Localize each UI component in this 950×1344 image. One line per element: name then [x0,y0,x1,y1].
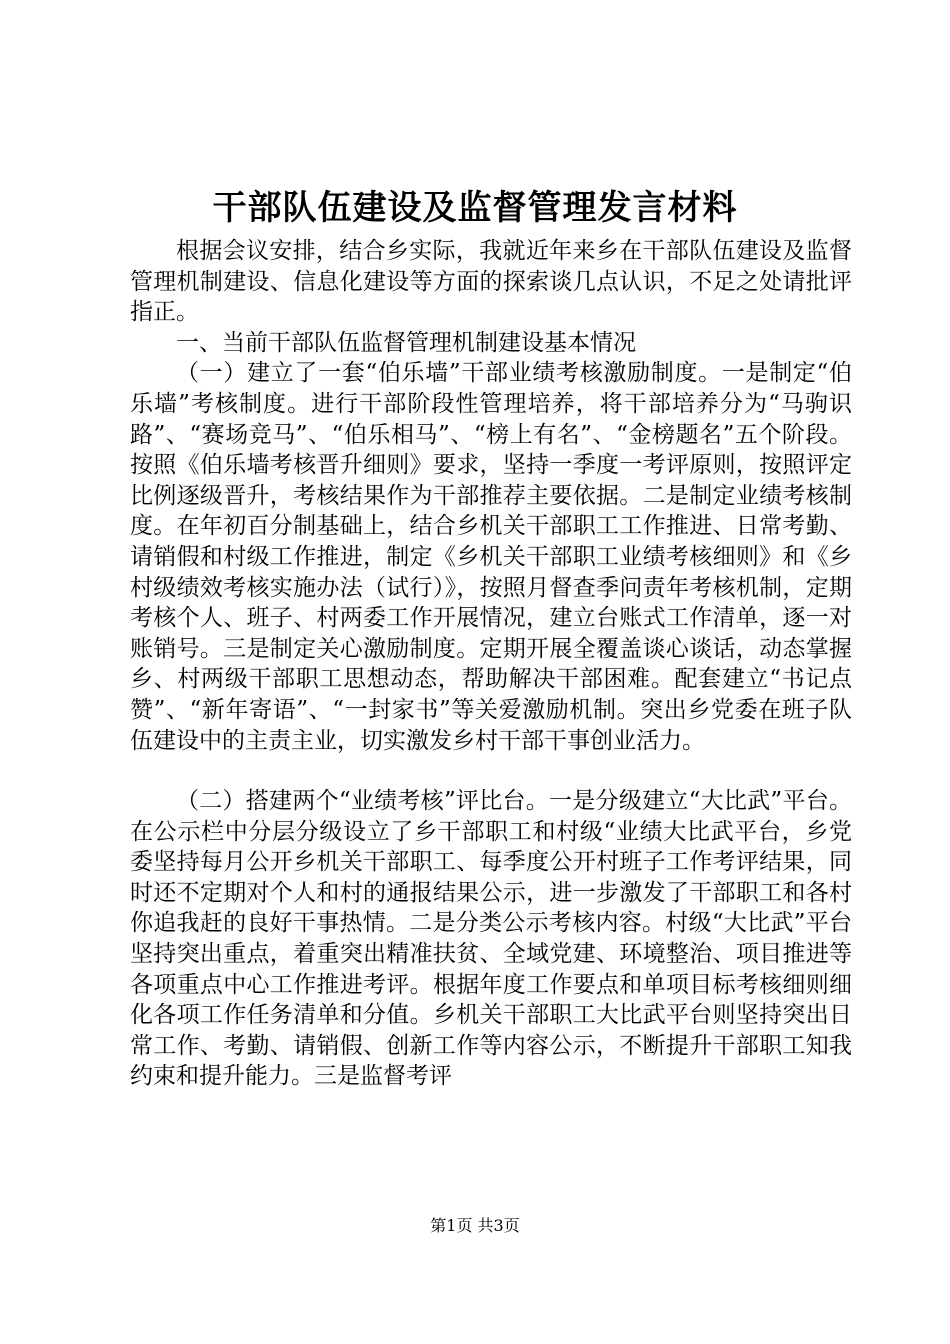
document-body [130,236,852,1092]
document-title: 干部队伍建设及监督管理发言材料 [212,188,738,228]
section-heading: 一、当前干部队伍监督管理机制建设基本情况 [176,329,636,356]
subsection-2-paragraph: （二）搭建两个“业绩考核”评比台。一是分级建立“大比武”平台。在公示栏中分层分级设立了乡干部职工和村级“业绩大比武平台，乡党委坚持每月公开乡机关干部职工、每季度公开村班子工作考评结果，同时还不定期对个人和村的通报结果公示，进一步激发了干部职工和各村你追我赶的良好干事热情。二是分类公示考核内容。村级“大比武”平台坚持突出重点，着重突出精准扶贫、全域党建、环境整治、项目推进等各项重点中心工作推进考评。根据年度工作要点和单项目标考核细则细化各项工作任务清单和分值。乡机关干部职工大比武平台则坚持突出日常工作、考勤、请销假、创新工作等内容公示，不断提升干部职工知我约束和提升能力。三是监督考评 [130,788,852,1090]
subsection-1-paragraph: （一）建立了一套“伯乐墙”干部业绩考核激励制度。一是制定“伯乐墙”考核制度。进行干部阶段性管理培养，将干部培养分为“马驹识路”、“赛场竞马”、“伯乐相马”、“榜上有名”、“金榜题名”五个阶段。按照《伯乐墙考核晋升细则》要求，坚持一季度一考评原则，按照评定比例逐级晋升，考核结果作为干部推荐主要依据。二是制定业绩考核制度。在年初百分制基础上，结合乡机关干部职工工作推进、日常考勤、请销假和村级工作推进，制定《乡机关干部职工业绩考核细则》和《乡村级绩效考核实施办法（试行）》，按照月督查季问责年考核机制，定期考核个人、班子、村两委工作开展情况，建立台账式工作清单，逐一对账销号。三是制定关心激励制度。定期开展全覆盖谈心谈话，动态掌握乡、村两级干部职工思想动态，帮助解决干部困难。配套建立“书记点赞”、“新年寄语”、“一封家书”等关爱激励机制。突出乡党委在班子队伍建设中的主责主业，切实激发乡村干部干事创业活力。 [130,360,852,754]
intro-paragraph: 根据会议安排，结合乡实际，我就近年来乡在干部队伍建设及监督管理机制建设、信息化建设等方面的探索谈几点认识，不足之处请批评指正。 [130,238,852,326]
page-footer: 第1页 共3页 [430,1216,520,1235]
